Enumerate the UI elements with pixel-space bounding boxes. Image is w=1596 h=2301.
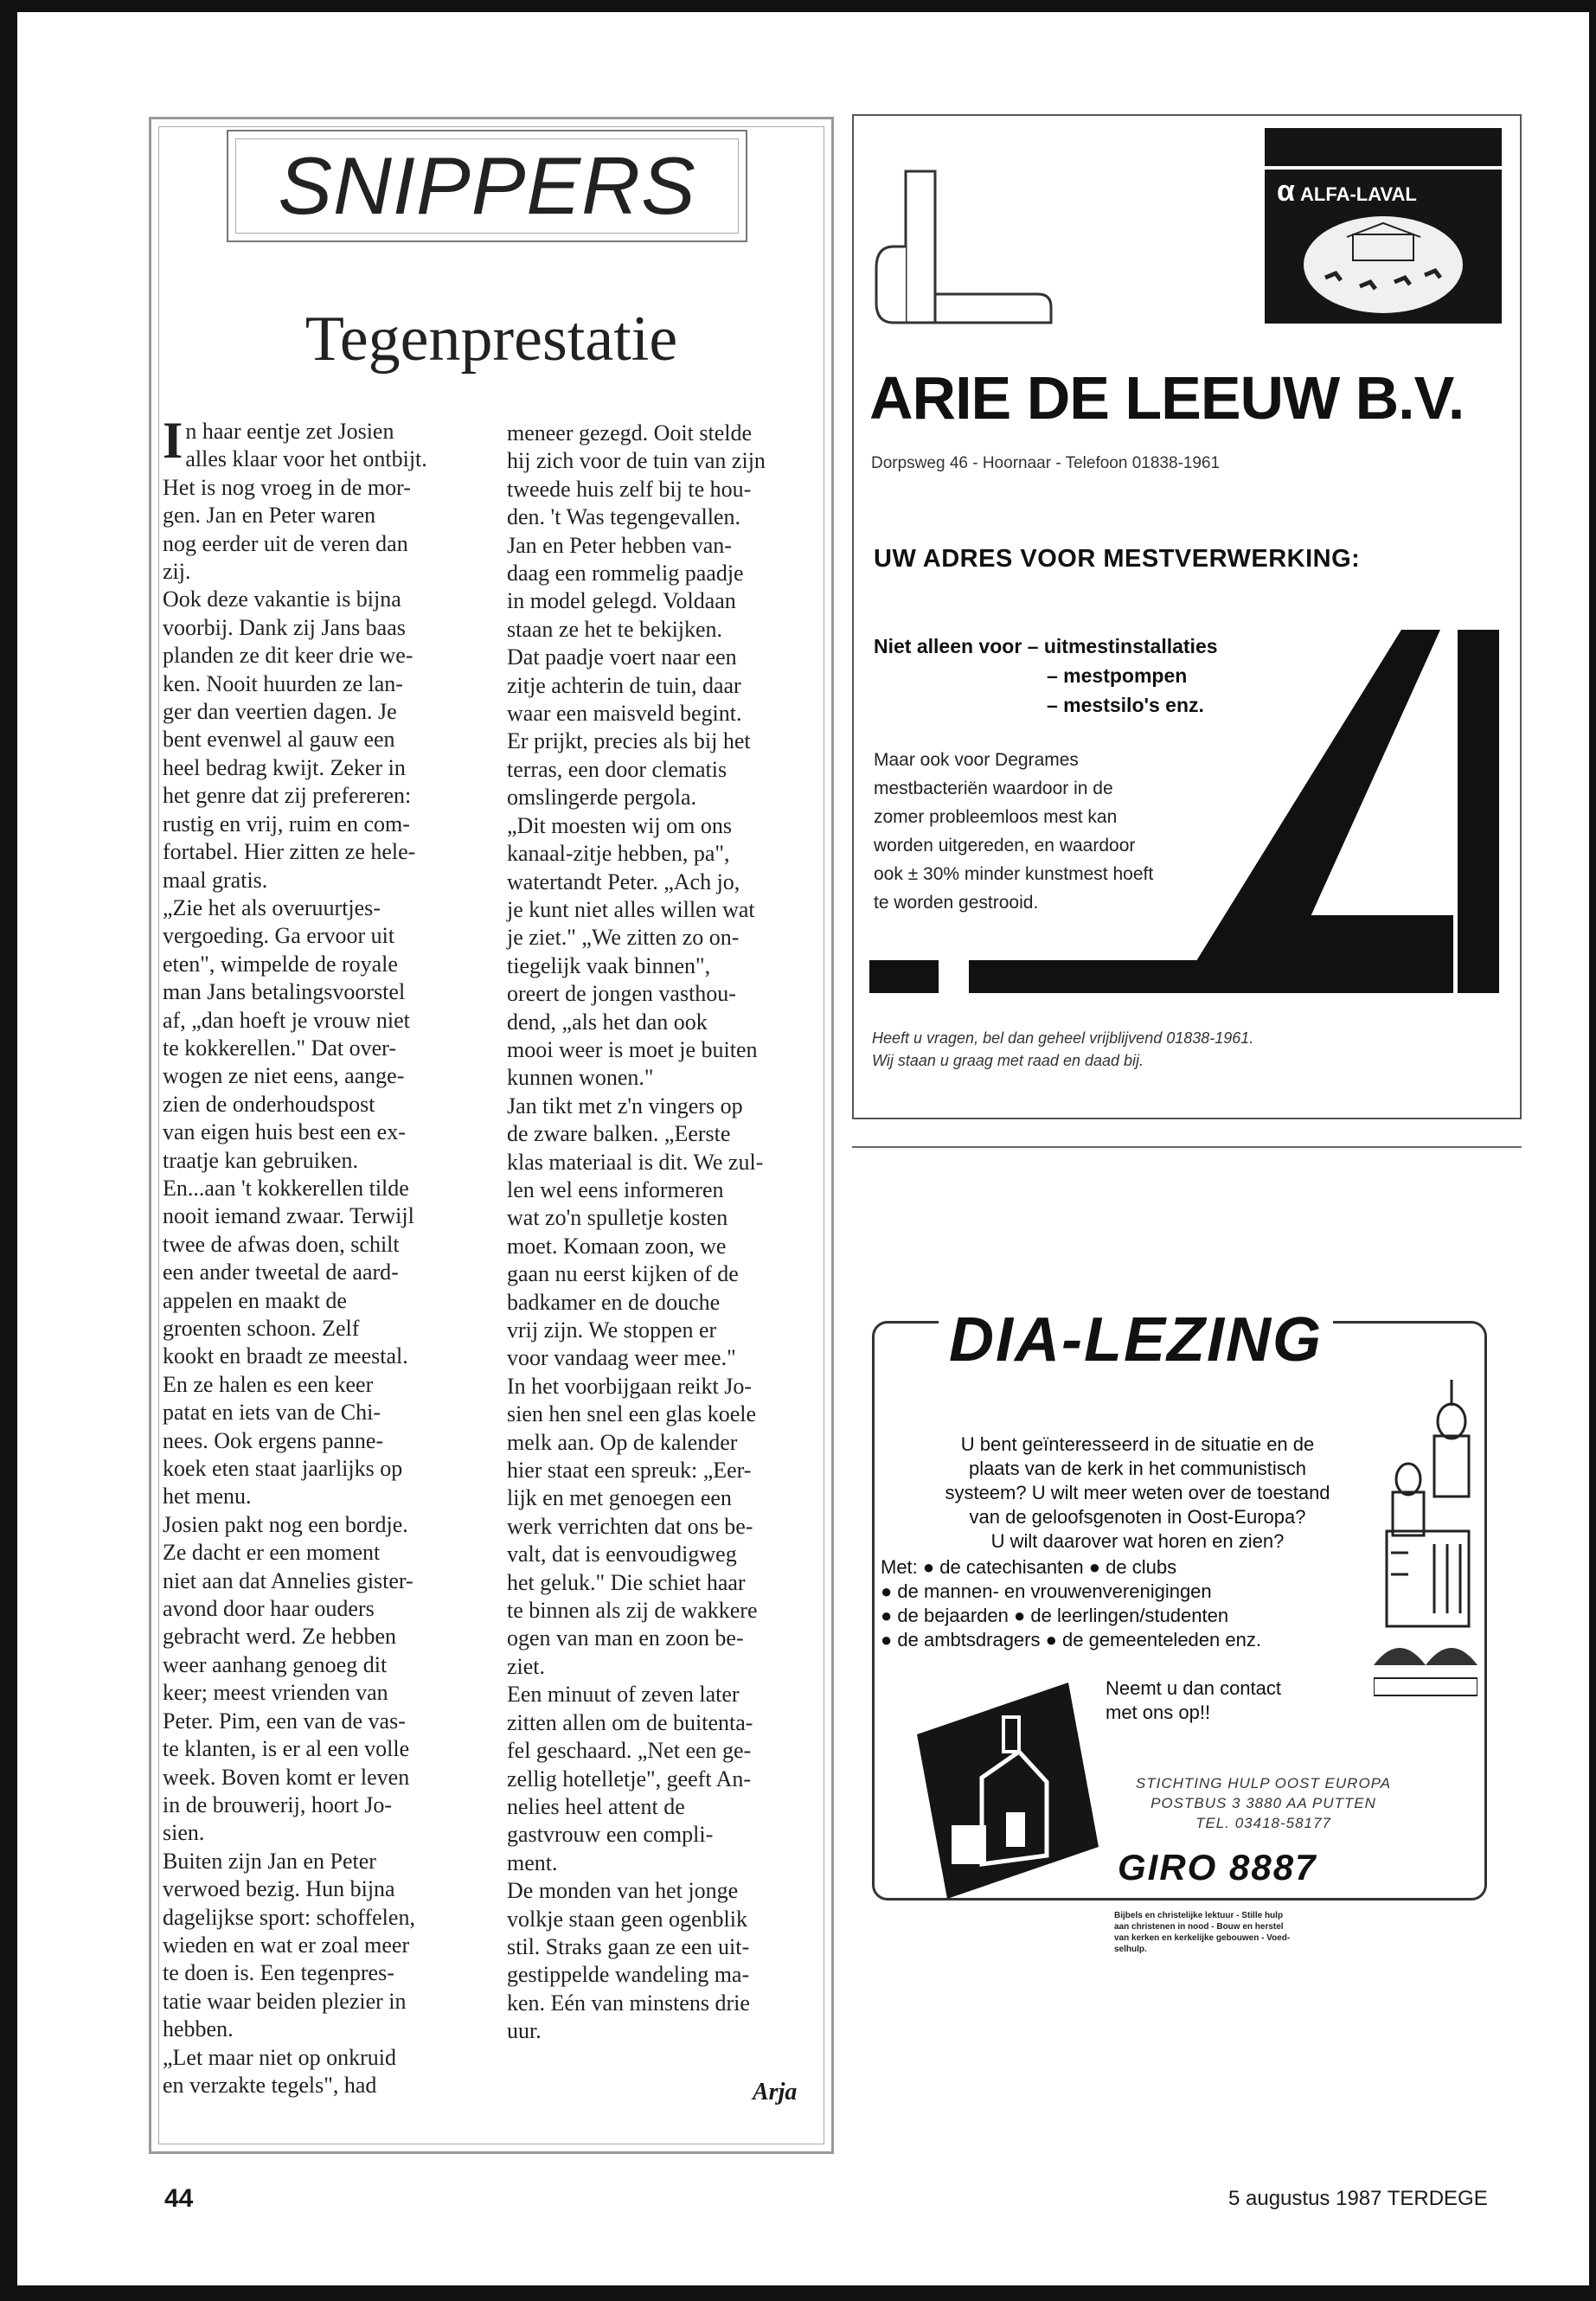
contact-call — [1106, 1676, 1281, 1725]
foundation-line: STICHTING HULP OOST EUROPA — [1135, 1775, 1392, 1791]
intro-line: systeem? U wilt meer weten over de toestand — [945, 1482, 1330, 1503]
ad-divider — [852, 1146, 1522, 1148]
alfa-laval-logo — [1265, 170, 1502, 324]
contact-line: Wij staan u graag met raad en daad bij. — [872, 1052, 1144, 1069]
audience-line: Met: ● de catechisanten ● de clubs — [881, 1556, 1177, 1578]
column-masthead — [227, 130, 747, 242]
description-line: zomer probleemloos mest kan — [874, 807, 1118, 827]
drop-cap: I — [163, 412, 183, 469]
article-text-1: n haar eentje zet Josien alles klaar voor het ontbijt. Het is nog vroeg in de mor- gen. Jan en Peter waren nog eerder uit de veren dan zij. Ook deze vakantie is bijna voorbij. Dank zij Jans baas planden ze dit keer drie we- ken. Nooit huurden ze lan- ger dan veertien dagen. Je bent evenwel al gauw een heel bedrag kwijt. Zeker in het genre dat zij prefereren: rustig en vrij, ruim en com- fortabel. Hier zitten ze hele- maal gratis. „Zie het als overuurtjes- vergoeding. Ga ervoor uit eten", wimpelde de royale man Jans betalingsvoorstel af, „dan hoeft je vrouw niet te kokkerellen." Dat over- wogen ze niet eens, aange- zien de onderhoudspost van eigen huis best een ex- traatje kan gebruiken. En...aan 't kokkerellen tilde nooit iemand zwaar. Terwijl twee de afwas doen, schilt een ander tweetal de aard- appelen en maakt de groenten schoon. Zelf kookt en braadt ze meestal. En ze halen es een keer patat en iets van de Chi- nees. Ook ergens panne- koek eten staat jaarlijks op het menu. Josien pakt nog een bordje. Ze dacht er een moment niet aan dat Annelies gister- avond door haar ouders gebracht werd. Ze hebben weer aanhang genoeg dit keer; meest vrienden van Peter. Pim, een van de vas- te klanten, is er al een volle week. Boven komt er leven in de brouwerij, hoort Jo- sien. Buiten zijn Jan en Peter verwoed bezig. Hun bijna dagelijkse sport: schoffelen, wieden en wat er zoal meer te doen is. Een tegenpres- tatie waar beiden plezier in hebben. „Let maar niet op onkruid en verzakte tegels", had — [163, 419, 427, 2098]
audience-line: ● de bejaarden ● de leerlingen/studenten — [881, 1605, 1229, 1626]
intro-line: plaats van de kerk in het communistisch — [968, 1458, 1307, 1479]
activity-line: selhulp. — [1114, 1945, 1147, 1954]
page-number: 44 — [164, 2184, 194, 2213]
article-column-1 — [163, 412, 476, 2099]
contact-call-line: met ons op!! — [1106, 1702, 1211, 1723]
intro-line: U wilt daarover wat horen en zien? — [990, 1530, 1285, 1552]
alfa-laval-name: ALFA-LAVAL — [1300, 183, 1417, 205]
alfa-bar — [1265, 128, 1502, 166]
company-name: ARIE DE LEEUW B.V. — [869, 364, 1465, 432]
foundation-activities — [1114, 1910, 1290, 1955]
scan-border-right — [1589, 0, 1596, 2301]
author-signature: Arja — [753, 2079, 798, 2106]
audience-line: ● de ambtsdragers ● de gemeenteleden enz. — [881, 1629, 1261, 1650]
contact-call-line: Neemt u dan contact — [1106, 1677, 1282, 1699]
onion-dome-church-icon — [1374, 1380, 1477, 1700]
description-line: worden uitgereden, en waardoor — [874, 836, 1136, 856]
giro-number: GIRO 8887 — [1118, 1847, 1317, 1888]
dl-logo-icon — [869, 164, 1073, 337]
scan-border-left — [0, 0, 17, 2301]
dia-intro — [878, 1433, 1397, 1554]
publication-date: 5 augustus 1987 TERDEGE — [1228, 2187, 1488, 2210]
activity-line: aan christenen in nood - Bouw en herstel — [1114, 1922, 1284, 1932]
article-column-2 — [507, 420, 822, 2046]
article-text-2: meneer gezegd. Ooit stelde hij zich voor de tuin van zijn tweede huis zelf bij te hou- den. 't Was tegengevallen. Jan en Peter hebben van- daag een rommelig paadje in model gelegd. Voldaan staan ze het te bekijken. Dat paadje voert naar een zitje achterin de tuin, daar waar een maisveld begint. Er prijkt, precies als bij het terras, een door clematis omslingerde pergola. „Dit moesten wij om ons kanaal-zitje hebben, pa", watertandt Peter. „Ach jo, je kunt niet alles willen wat je ziet." „We zitten zo on- tiegelijk vaak binnen", oreert de jongen vasthou- dend, „als het dan ook mooi weer is moet je buiten kunnen wonen." Jan tikt met z'n vingers op de zware balken. „Eerste klas materiaal is dit. We zul- len wel eens informeren wat zo'n spulletje kosten moet. Komaan zoon, we gaan nu eerst kijken of de badkamer en de douche vrij zijn. We stoppen er voor vandaag weer mee." In het voorbijgaan reikt Jo- sien hen snel een glas koele melk aan. Op de kalender hier staat een spreuk: „Eer- lijk en met genoegen een werk verrichten dat ons be- valt, dat is eenvoudigweg het geluk." Die schiet haar te binnen als zij de wakkere ogen van man en zoon be- ziet. Een minuut of zeven later zitten allen om de buitenta- fel geschaard. „Net een ge- zellig hotelletje", geeft An- nelies heel attent de gastvrouw een compli- ment. De monden van het jonge volkje staan geen ogenblik stil. Straks gaan ze een uit- gestippelde wandeling ma- ken. Eén van minstens drie uur. — [507, 420, 766, 2044]
activity-line: Bijbels en christelijke lektuur - Stille hulp — [1114, 1911, 1284, 1920]
scan-border-bottom — [0, 2285, 1596, 2301]
masthead-title: SNIPPERS — [278, 140, 696, 231]
scan-border-top — [0, 0, 1596, 12]
article-headline: Tegenprestatie — [304, 304, 678, 375]
intro-line: U bent geïnteresseerd in de situatie en de — [960, 1433, 1315, 1455]
product-description — [874, 746, 1153, 917]
description-line: ook ± 30% minder kunstmest hoeft — [874, 864, 1154, 884]
product-line: Niet alleen voor – uitmestinstallaties — [874, 635, 1218, 657]
activity-line: van kerken en kerkelijke gebouwen - Voed- — [1114, 1933, 1291, 1943]
dia-lezing-title: DIA-LEZING — [939, 1304, 1333, 1375]
intro-line: van de geloofsgenoten in Oost-Europa? — [969, 1506, 1306, 1528]
foundation-address — [1106, 1773, 1421, 1833]
foundation-line: POSTBUS 3 3880 AA PUTTEN — [1151, 1795, 1376, 1811]
audience-line: ● de mannen- en vrouwenverenigingen — [881, 1580, 1212, 1602]
contact-invitation — [872, 1027, 1253, 1072]
description-line: Maar ook voor Degrames — [874, 750, 1079, 770]
ad-tagline: UW ADRES VOOR MESTVERWERKING: — [874, 545, 1361, 573]
target-audience-list — [881, 1555, 1261, 1652]
description-line: te worden gestrooid. — [874, 893, 1039, 913]
company-address: Dorpsweg 46 - Hoornaar - Telefoon 01838-1961 — [871, 454, 1221, 472]
alpha-symbol: α — [1277, 175, 1295, 208]
product-line: – mestsilo's enz. — [1047, 694, 1204, 716]
farm-emblem-icon — [1299, 213, 1468, 317]
foundation-line: TEL. 03418-58177 — [1195, 1815, 1331, 1831]
church-logo-icon — [917, 1682, 1099, 1899]
description-line: mestbacteriën waardoor in de — [874, 779, 1113, 798]
contact-line: Heeft u vragen, bel dan geheel vrijblijvend 01838-1961. — [872, 1029, 1254, 1047]
product-line: – mestpompen — [1047, 664, 1188, 687]
